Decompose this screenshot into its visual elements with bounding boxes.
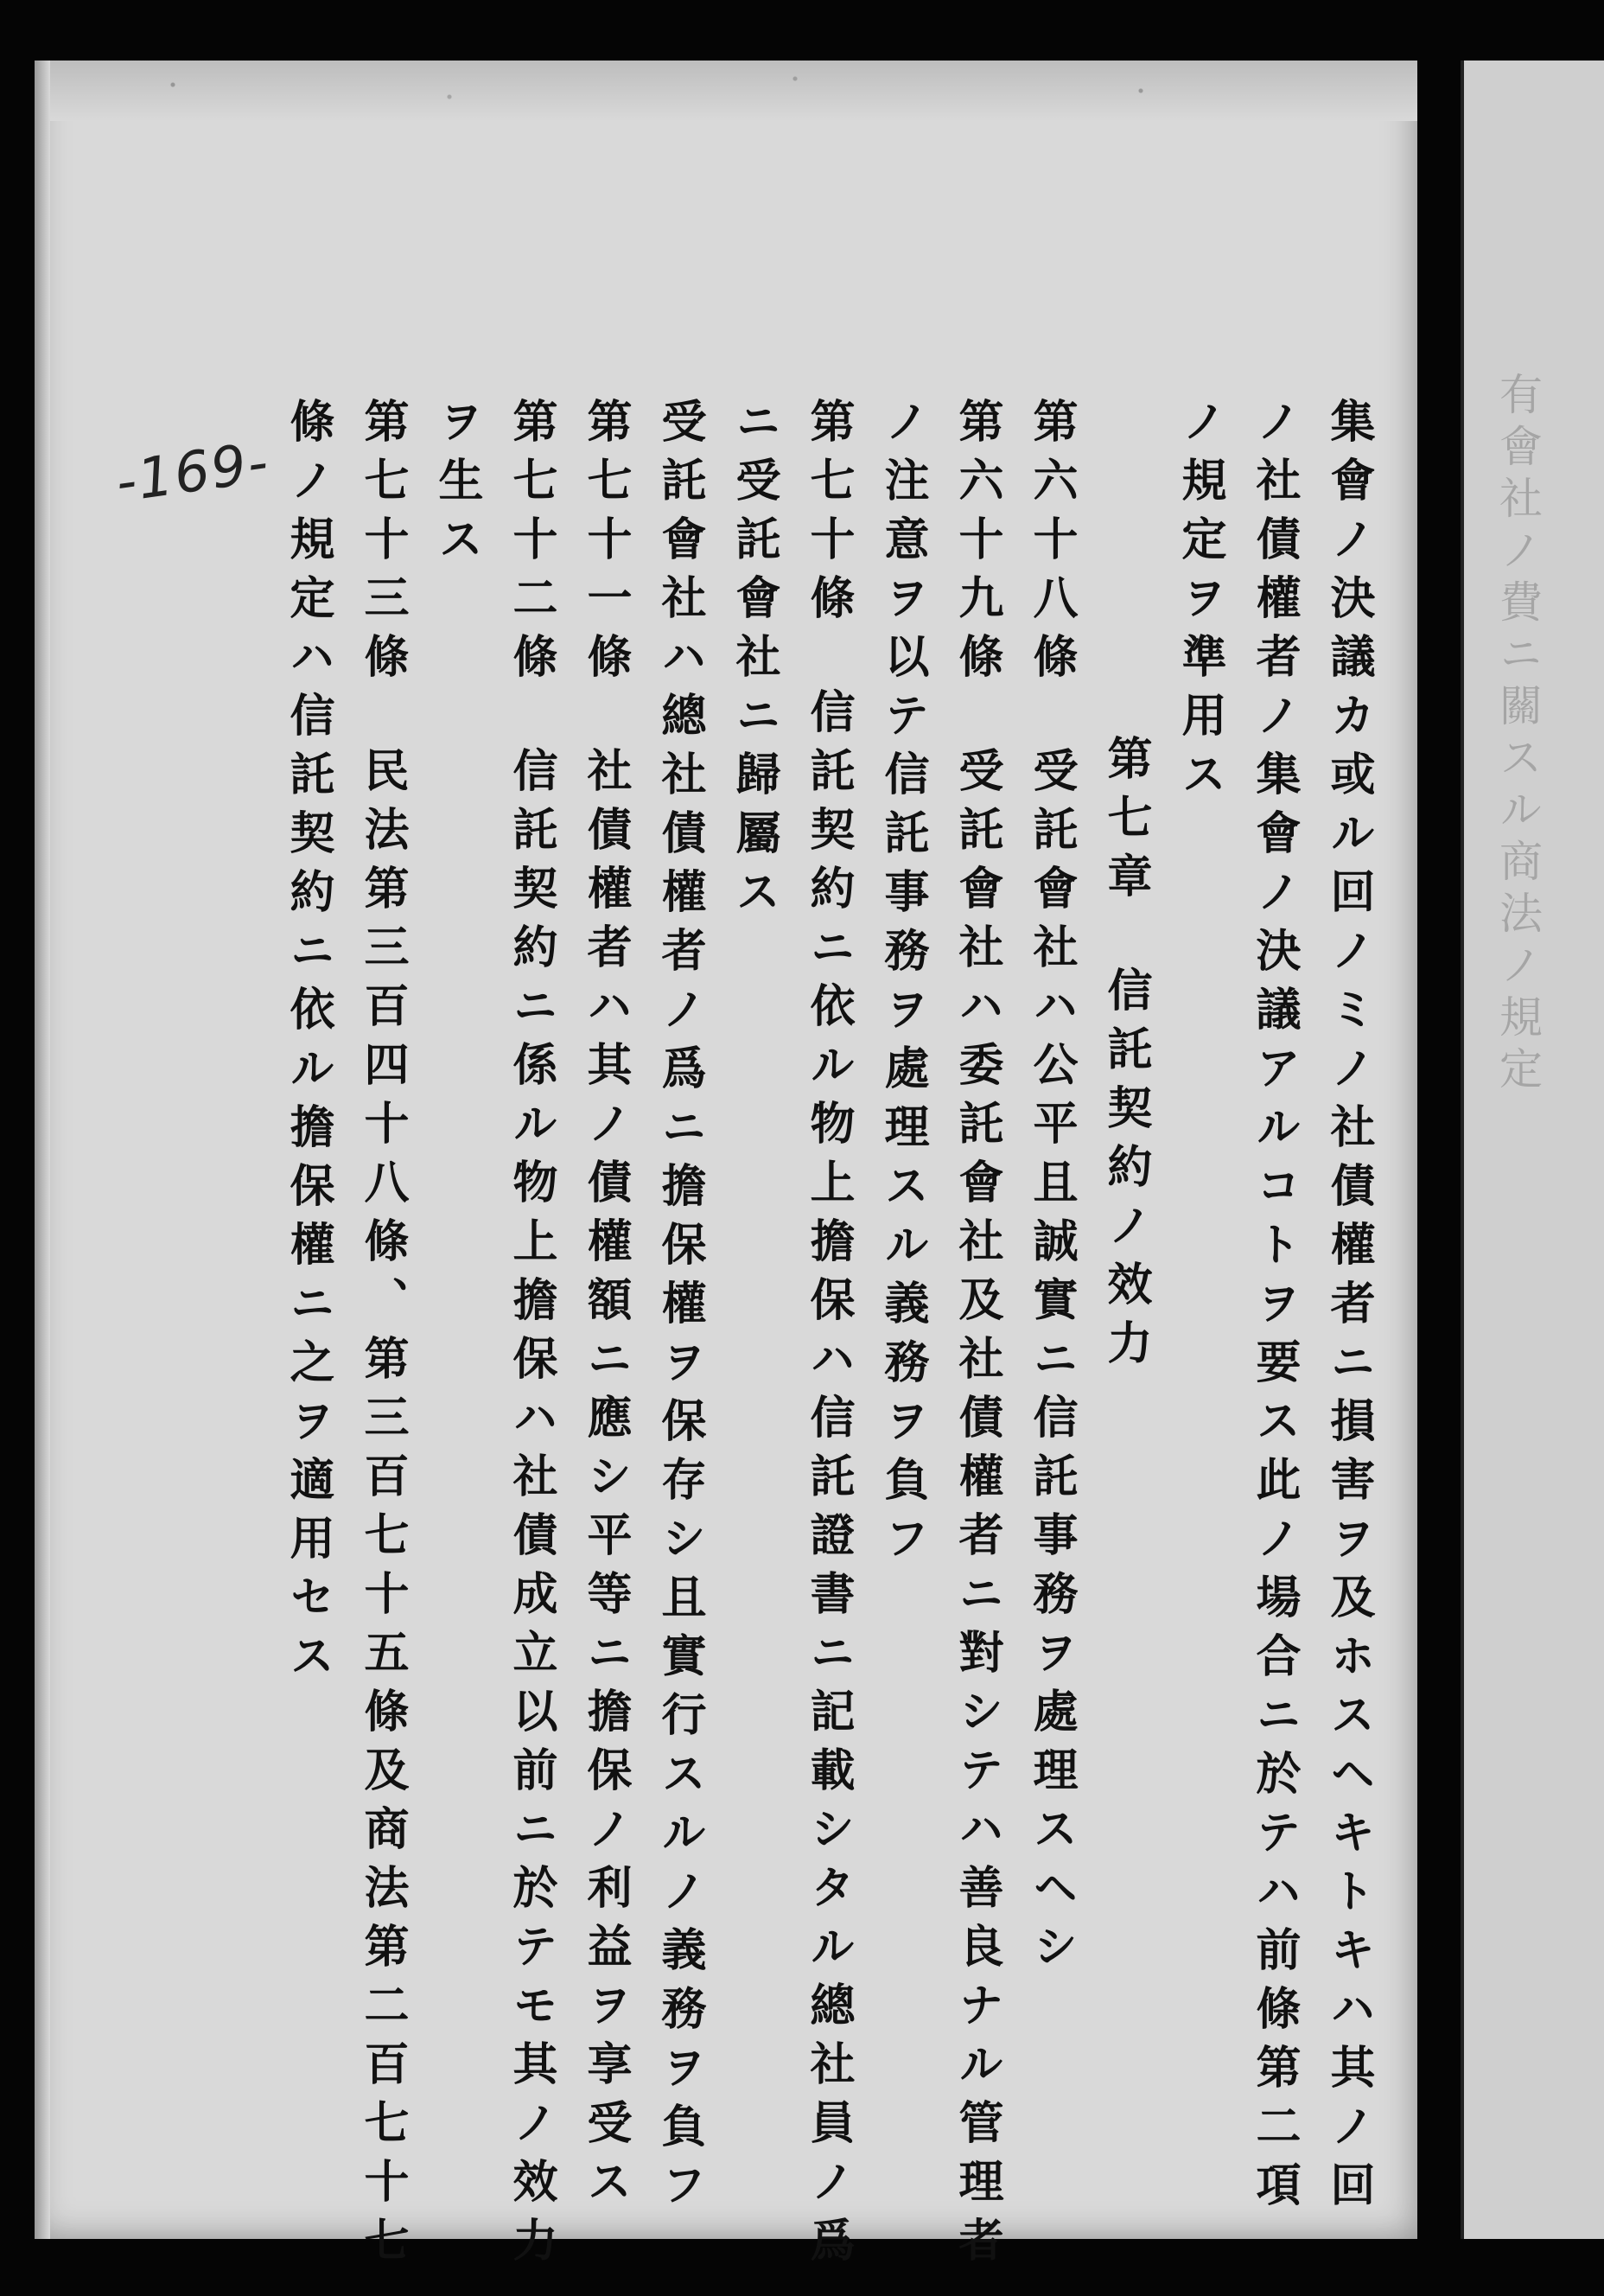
page-top-edge — [35, 61, 1417, 121]
adjacent-page-edge — [1461, 61, 1604, 2239]
article-72-continued — [430, 398, 482, 574]
chapter-title: 信託契約ノ效力 — [1099, 966, 1152, 1378]
article-text: 信託契約ニ依ル物上擔保ハ信託證書ニ記載シタル總社員ノ爲 — [802, 688, 855, 2275]
adjacent-page-bleed-text: 有會社ノ費ニ關スル商法ノ規定 — [1493, 372, 1543, 1098]
article-text: 民法第三百四十八條、第三百七十五條及商法第二百七十七 — [356, 747, 409, 2275]
pencil-page-number: -169- — [111, 430, 274, 516]
column-text: ニ受託會社ニ歸屬ス — [728, 398, 780, 927]
text-column-3 — [1174, 398, 1225, 809]
article-number: 第六十八條 — [1025, 398, 1078, 692]
article-69 — [951, 398, 1002, 2275]
column-text: ノ規定ヲ準用ス — [1174, 398, 1226, 809]
chapter-heading — [1099, 735, 1151, 1378]
article-text: 受託會社ハ公平且誠實ニ信託事務ヲ處理スヘシ — [1025, 747, 1078, 1981]
article-text: 信託契約ニ係ル物上擔保ハ社債成立以前ニ於テモ其ノ效力 — [505, 747, 557, 2275]
article-73 — [356, 398, 408, 2275]
column-text: ヲ生ス — [430, 398, 483, 574]
article-number: 第七十一條 — [579, 398, 632, 692]
text-column-1 — [1322, 398, 1374, 2220]
column-text: ノ社債權者ノ集會ノ決議アルコトヲ要ス此ノ場合ニ於テハ前條第二項 — [1248, 398, 1301, 2220]
column-text: ノ注意ヲ以テ信託事務ヲ處理スル義務ヲ負フ — [876, 398, 929, 1573]
column-text: 受託會社ハ總社債權者ノ爲ニ擔保權ヲ保存シ且實行スルノ義務ヲ負フ — [653, 398, 706, 2220]
article-number: 第七十條 — [802, 398, 855, 633]
article-72 — [505, 398, 557, 2275]
document-page — [35, 61, 1417, 2275]
article-70 — [802, 398, 854, 2275]
article-73-continued — [282, 398, 334, 1691]
article-number: 第七十三條 — [356, 398, 409, 692]
article-number: 第六十九條 — [951, 398, 1003, 692]
page-left-edge — [35, 61, 50, 2239]
article-text: 受託會社ハ委託會社及社債權者ニ對シテハ善良ナル管理者 — [951, 747, 1003, 2275]
article-text: 社債權者ハ其ノ債權額ニ應シ平等ニ擔保ノ利益ヲ享受ス — [579, 747, 632, 2216]
chapter-number: 第七章 — [1099, 735, 1152, 911]
article-68 — [1025, 398, 1077, 1981]
article-69-continued — [876, 398, 928, 1573]
column-text: 集會ノ決議カ或ル回ノミノ社債權者ニ損害ヲ及ホスヘキトキハ其ノ回 — [1322, 398, 1375, 2220]
article-70-paragraph-2 — [653, 398, 705, 2220]
column-text: 條ノ規定ハ信託契約ニ依ル擔保權ニ之ヲ適用セス — [282, 398, 334, 1691]
article-number: 第七十二條 — [505, 398, 557, 692]
article-71 — [579, 398, 631, 2216]
text-column-2 — [1248, 398, 1300, 2220]
vertical-text-columns — [199, 398, 1409, 2275]
article-70-continued — [728, 398, 780, 927]
